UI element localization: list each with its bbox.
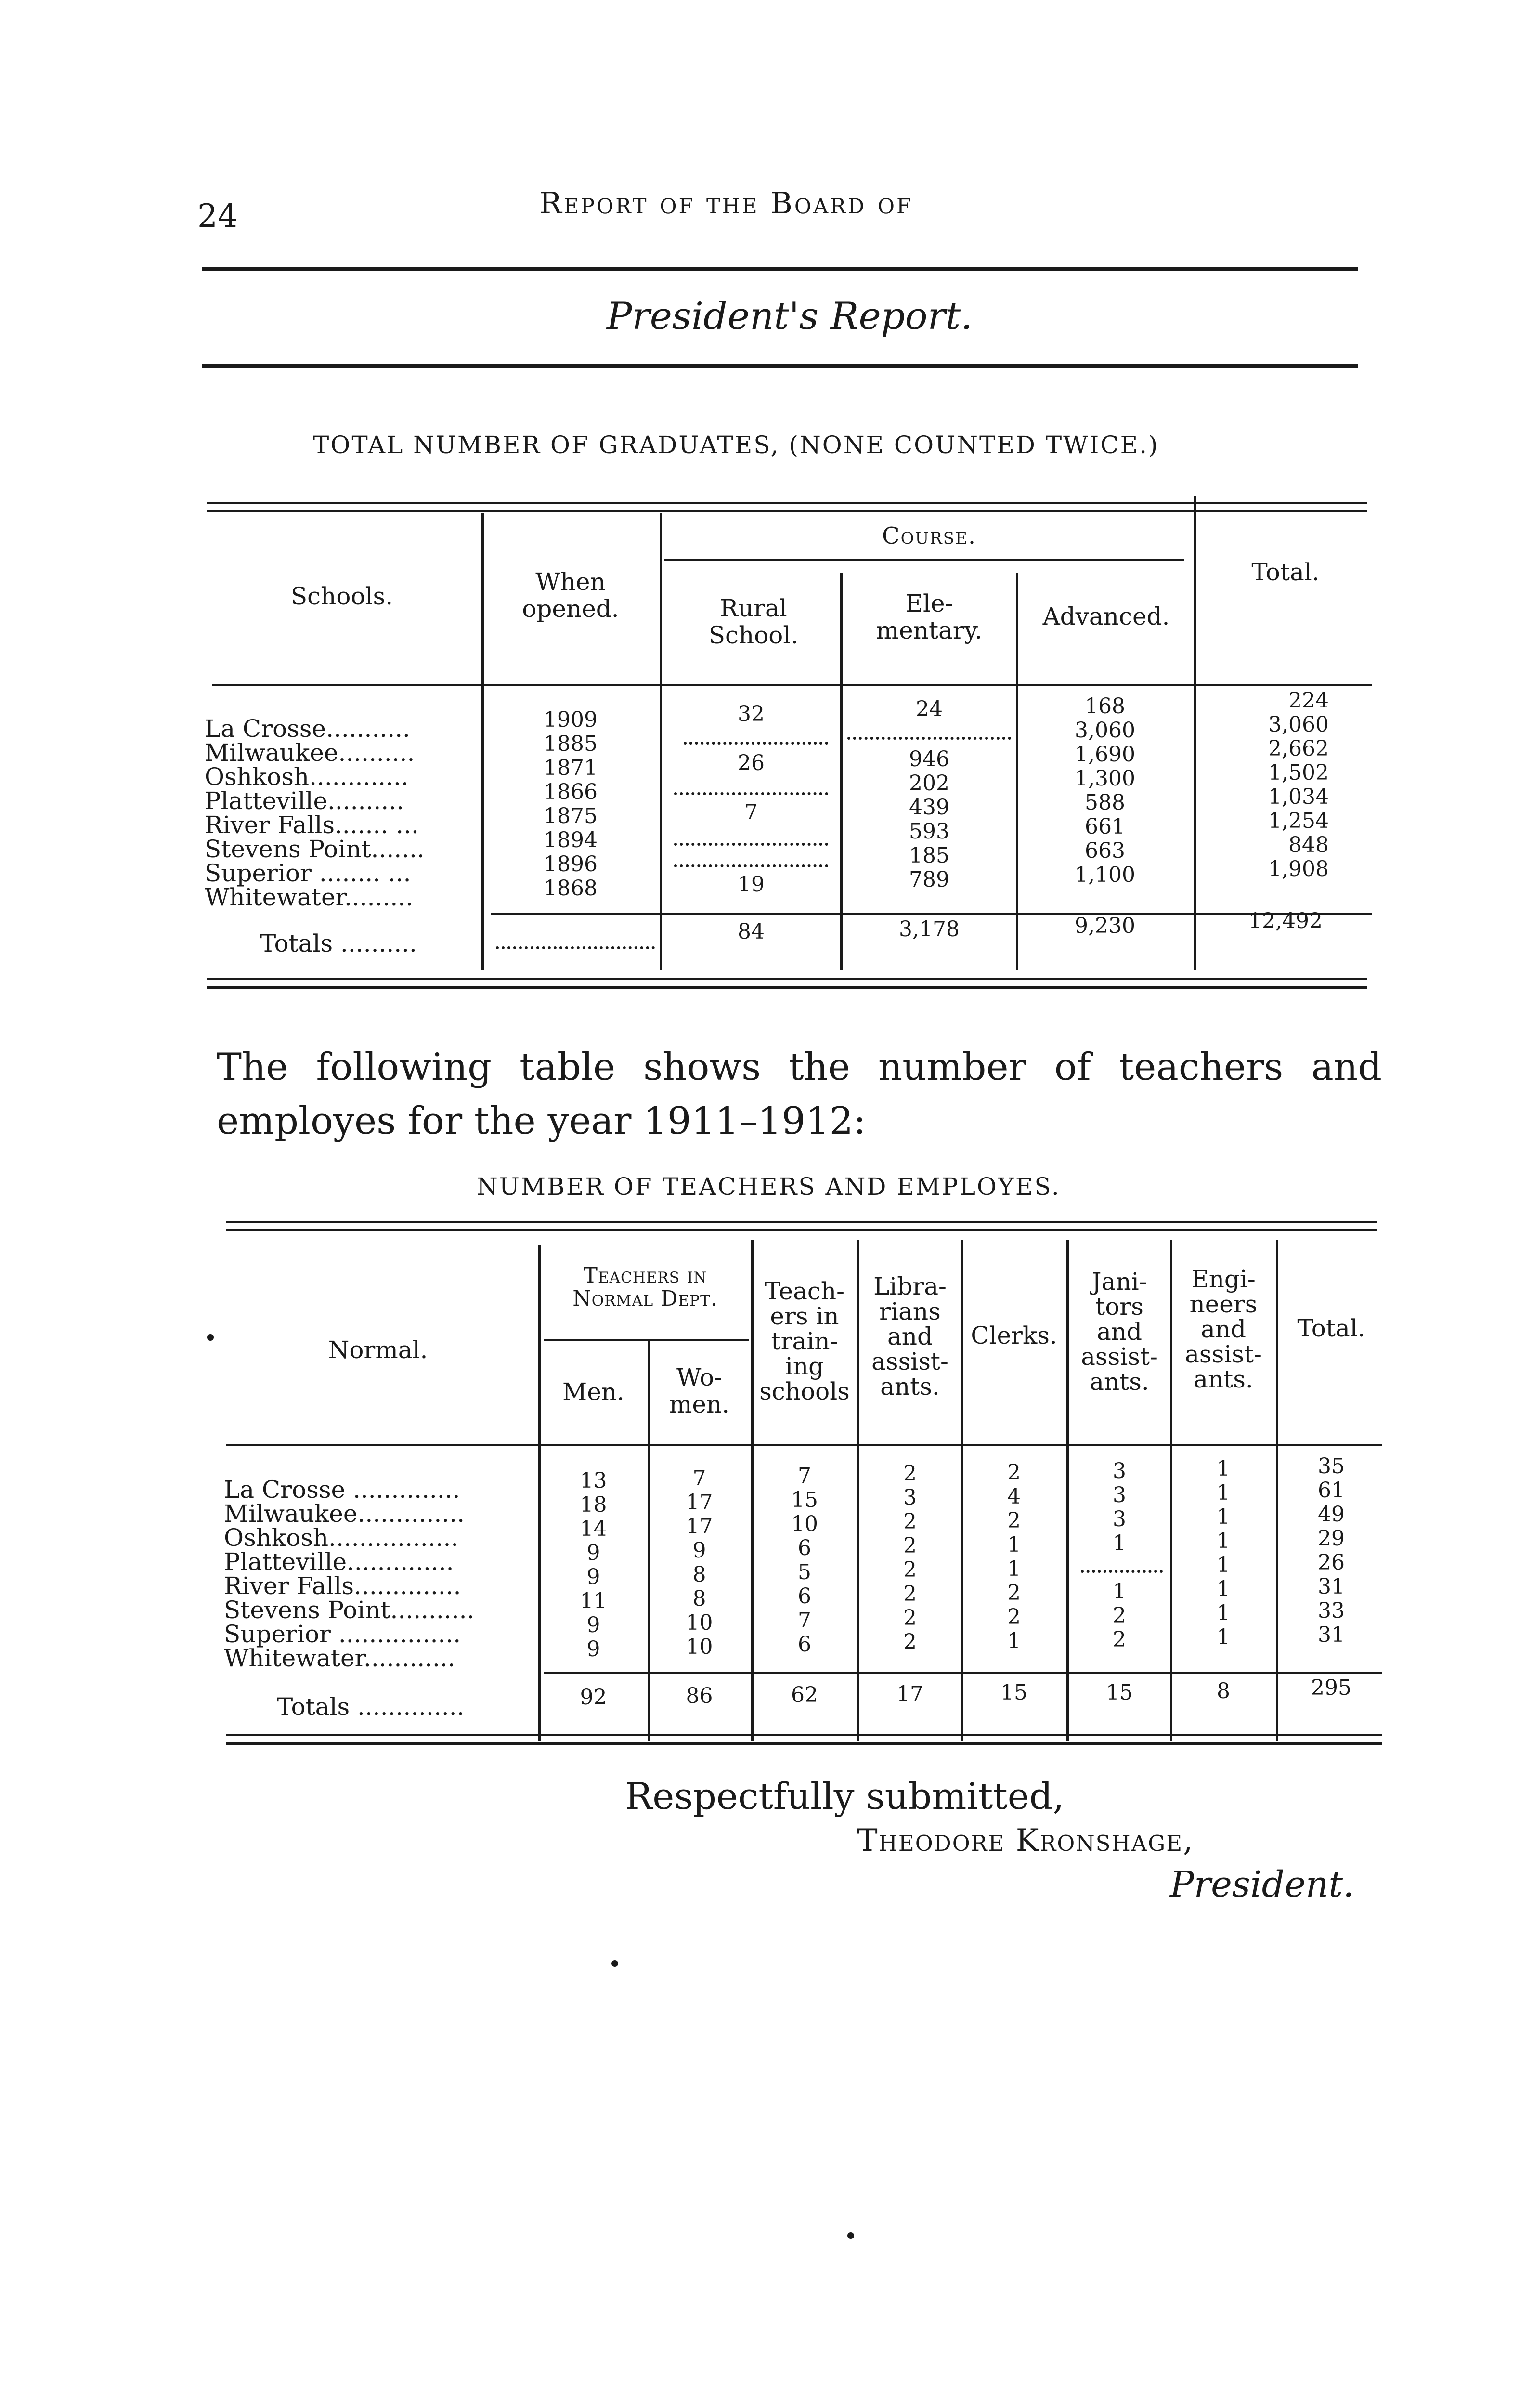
print-speck: [207, 1334, 214, 1341]
employees-rule-top-1: [226, 1221, 1377, 1223]
print-speck: [847, 2232, 854, 2239]
cell-rural: 7: [744, 800, 758, 824]
col-when-opened: 1909 1885 1871 1866 1875 1894 1896 1868: [544, 707, 598, 901]
employees-school-names: [224, 1478, 474, 1670]
graduates-caption: TOTAL NUMBER OF GRADUATES, (NONE COUNTED TWICE.): [313, 431, 1159, 459]
school-name: La Crosse ..............: [224, 1476, 460, 1504]
header-total: Total.: [1251, 558, 1320, 586]
rural-dots: [684, 742, 828, 745]
header-normal: Normal.: [328, 1336, 428, 1364]
col-men: 13 18 14 9 9 11 9 9: [580, 1468, 607, 1662]
school-name: Superior ........ ...: [205, 859, 411, 887]
header-elementary: Ele- mentary.: [876, 589, 983, 644]
header-when-opened: When opened.: [522, 568, 619, 623]
total-janitors: 15: [1106, 1680, 1133, 1705]
signer-title: President.: [1170, 1864, 1354, 1905]
total-librarians: 17: [896, 1682, 923, 1706]
school-name: Stevens Point.......: [205, 835, 425, 863]
rural-dots: [674, 792, 828, 795]
col-elementary: 946 202 439 593 185 789: [909, 747, 949, 892]
school-name: Oshkosh.................: [224, 1524, 459, 1552]
col-advanced: 168 3,060 1,690 1,300 588 661 663 1,100: [1075, 694, 1135, 887]
rural-dots: [674, 864, 828, 867]
header-clerks: Clerks.: [971, 1322, 1057, 1349]
cell-rural: 26: [738, 751, 765, 775]
graduates-rule-bottom-2: [207, 986, 1367, 989]
rural-dots: [674, 843, 828, 846]
header-training: Teach- ers in train- ing schools: [759, 1277, 850, 1405]
opened-totals-dots: [496, 946, 655, 949]
header-men: Men.: [562, 1378, 624, 1406]
school-name: La Crosse...........: [205, 715, 410, 743]
total-engineers: 8: [1217, 1679, 1230, 1703]
signer-name: Theodore Kronshage,: [857, 1823, 1194, 1858]
header-teachers-group: Teachers in Normal Dept.: [572, 1263, 718, 1311]
col-engineers: 1 1 1 1 1 1 1 1: [1217, 1456, 1230, 1649]
graduates-vline: [1194, 496, 1196, 970]
header-course: Course.: [882, 523, 977, 550]
total-employees-grand: 295: [1311, 1675, 1351, 1700]
employees-rule-top-2: [226, 1229, 1377, 1231]
teachers-group-rule: [544, 1339, 749, 1341]
graduates-vline: [1016, 573, 1018, 970]
graduates-vline: [481, 513, 484, 970]
page-number: 24: [197, 197, 238, 235]
employees-header-rule: [226, 1444, 1382, 1446]
school-name: Stevens Point...........: [224, 1596, 475, 1624]
employees-vline: [538, 1245, 541, 1741]
total-clerks: 15: [1000, 1680, 1027, 1705]
header-advanced: Advanced.: [1042, 602, 1170, 630]
school-name: River Falls..............: [224, 1572, 461, 1600]
closing-salutation: Respectfully submitted,: [625, 1775, 1065, 1818]
intro-paragraph: The following table shows the number of teachers and employes for the year 1911–1912:: [217, 1046, 1382, 1143]
school-name: River Falls....... ...: [205, 811, 419, 839]
col-total: 224 3,060 2,662 1,502 1,034 1,254 848 1,908: [1268, 688, 1329, 881]
employees-rule-bottom-1: [226, 1734, 1382, 1736]
total-grand: 12,492: [1248, 909, 1323, 933]
school-name: Milwaukee..............: [224, 1500, 465, 1528]
janitors-dots: [1081, 1570, 1163, 1573]
running-head: Report of the Board of: [539, 185, 913, 221]
school-name: Whitewater.........: [205, 883, 414, 911]
col-women: 7 17 17 9 8 8 10 10: [686, 1466, 713, 1659]
graduates-rule-bottom-1: [207, 978, 1367, 980]
col-training: 7 15 10 6 5 6 7 6: [791, 1464, 818, 1657]
graduates-school-names: [205, 717, 425, 909]
total-training: 62: [791, 1683, 818, 1707]
cell-elementary: 24: [916, 697, 943, 721]
total-women: 86: [686, 1684, 713, 1708]
employees-totals-rule: [544, 1672, 1382, 1674]
header-janitors: Jani- tors and assist- ants.: [1081, 1268, 1158, 1396]
cell-rural: 19: [738, 872, 765, 897]
header-schools: Schools.: [290, 582, 393, 610]
total-rural: 84: [738, 919, 765, 944]
header-engineers: Engi- neers and assist- ants.: [1185, 1265, 1262, 1393]
employees-totals-label: Totals ..............: [277, 1693, 465, 1721]
graduates-vline: [840, 573, 843, 970]
header-librarians: Libra- rians and assist- ants.: [871, 1272, 948, 1400]
graduates-vline: [660, 513, 662, 970]
col-total-employees: 35 61 49 29 26 31 33 31: [1318, 1454, 1345, 1647]
school-name: Oshkosh.............: [205, 763, 409, 791]
header-women: Wo- men.: [669, 1363, 730, 1418]
school-name: Milwaukee..........: [205, 739, 415, 767]
header-total-employees: Total.: [1297, 1314, 1365, 1342]
school-name: Superior ................: [224, 1620, 461, 1648]
school-name: Platteville..........: [205, 787, 404, 815]
course-rule: [664, 559, 1184, 561]
total-men: 92: [580, 1685, 607, 1710]
print-speck: [611, 1960, 618, 1967]
graduates-rule-top-1: [207, 502, 1367, 504]
elementary-dots: [847, 737, 1011, 740]
col-clerks: 2 4 2 1 1 2 2 1: [1007, 1460, 1021, 1653]
total-advanced: 9,230: [1075, 914, 1135, 938]
col-librarians: 2 3 2 2 2 2 2 2: [903, 1461, 917, 1654]
school-name: Whitewater............: [224, 1644, 455, 1672]
graduates-header-rule: [212, 684, 1372, 686]
employees-vline: [1276, 1240, 1278, 1741]
employees-caption: NUMBER OF TEACHERS AND EMPLOYES.: [477, 1173, 1061, 1201]
col-janitors: 3 3 3 1 1 2 2: [1113, 1459, 1126, 1652]
header-rule-top: [202, 267, 1358, 271]
cell-rural: 32: [738, 702, 765, 726]
graduates-rule-top-2: [207, 510, 1367, 512]
employees-rule-bottom-2: [226, 1742, 1382, 1745]
total-elementary: 3,178: [899, 917, 960, 942]
graduates-totals-label: Totals ..........: [260, 929, 417, 957]
school-name: Platteville..............: [224, 1548, 454, 1576]
header-rural: Rural School.: [708, 594, 799, 649]
section-title: President's Report.: [607, 295, 973, 338]
header-rule-bottom: [202, 364, 1358, 368]
